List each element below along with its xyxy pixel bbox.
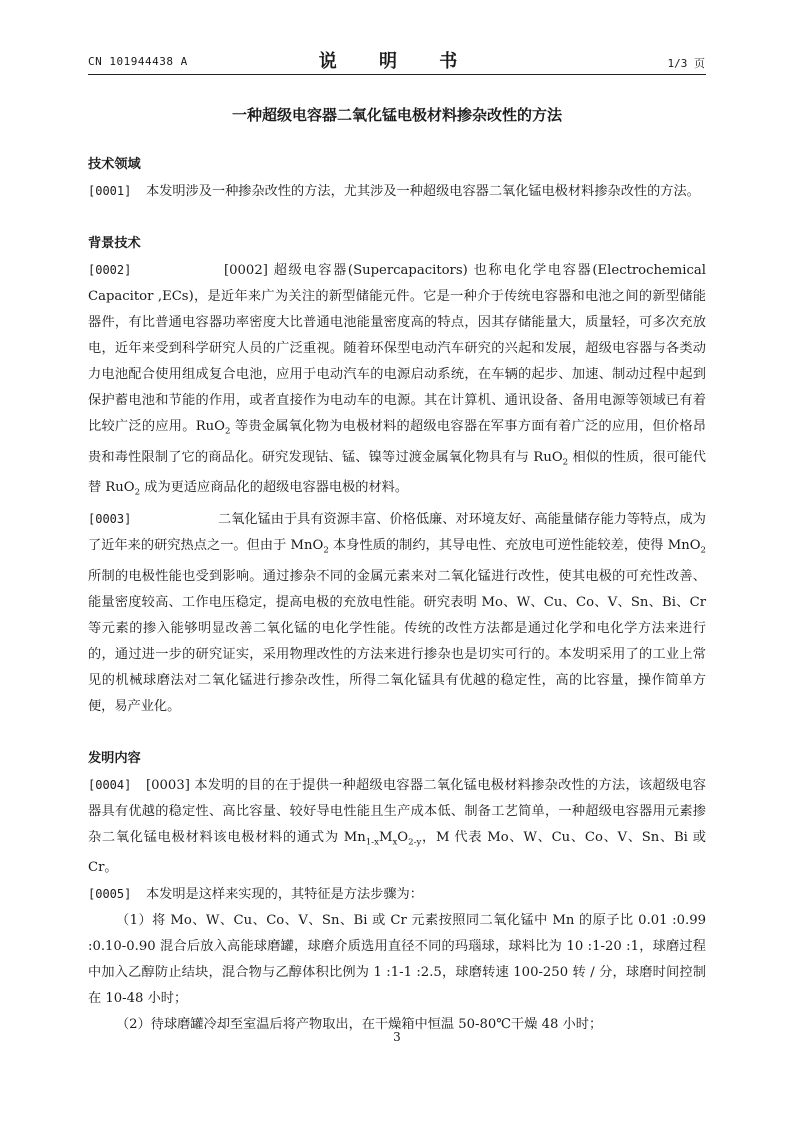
header-divider	[88, 74, 706, 75]
subscript: 1-x	[365, 837, 379, 848]
subscript: 2	[562, 457, 569, 468]
paragraph-text: 成为更适应商品化的超级电容器电极的材料。	[140, 480, 409, 496]
method-step-2: （2）待球磨罐冷却至室温后将产物取出，在干燥箱中恒温 50-80℃干燥 48 小时；	[116, 1017, 603, 1033]
section-heading-background: 背景技术	[88, 236, 141, 251]
method-step-1: （1）将 Mo、W、Cu、Co、V、Sn、Bi 或 Cr 元素按照同二氧化锰中 Mn 的原子比 0.01 :0.99 :0.10-0.90 混合后放入高能球磨罐，球磨介质选用直径不同的玛瑙球，球料比为 10 :1-20 :1，球磨过程中加入乙醇防止结块，混合物与乙醇体积比例为 1 :1-1 :2.5，球磨转速 100-250 转 / 分，球磨时间控制在 10-48 小时；	[88, 913, 706, 1007]
page-number: 3	[393, 1030, 401, 1044]
paragraph-0003	[88, 506, 706, 720]
paragraph-0002	[88, 257, 706, 506]
paragraph-text: 本发明是这样来实现的，其特征是方法步骤为：	[146, 887, 423, 903]
paragraph-text: 本发明涉及一种掺杂改性的方法，尤其涉及一种超级电容器二氧化锰电极材料掺杂改性的方法。	[146, 184, 700, 199]
paragraph-number: [0002]	[88, 263, 132, 277]
paragraph-text: M	[378, 829, 393, 845]
paragraph-number: [0004]	[88, 777, 132, 792]
paragraph-text: 本身性质的制约，其导电性、充放电可逆性能较差，使得 MnO	[328, 537, 701, 553]
paragraph-number: [0005]	[88, 887, 132, 902]
paragraph-text: 等贵金属氧化物为电极材料的超级电容器在军事方面有着广泛的应用，但价格昂贵和毒性限制了它的商品化。研究发现钴、锰、镍等过渡金属氧化物具有与 RuO	[88, 419, 706, 465]
paragraph-text: 二氧化锰由于具有资源丰富、价格低廉、对环境友好、高能量储存能力等特点，成为了近年来的研究热点之一。但由于 MnO	[88, 511, 706, 553]
subscript: x	[392, 837, 398, 848]
document-title: 一种超级电容器二氧化锰电极材料掺杂改性的方法	[231, 106, 562, 124]
page-indicator: 1/3 页	[667, 57, 705, 70]
paragraph-0001	[88, 178, 706, 205]
section-heading-invention: 发明内容	[88, 750, 141, 766]
paragraph-number: [0003]	[88, 511, 132, 526]
subscript: 2	[134, 487, 141, 498]
subscript: 2-y	[408, 837, 422, 848]
paragraph-0004	[88, 772, 706, 882]
paragraph-text: [0003] 本发明的目的在于提供一种超级电容器二氧化锰电极材料掺杂改性的方法，该超级电容器具有优越的稳定性、高比容量、较好导电性能且生产成本低、制备工艺简单，一种超级电容器用元素掺杂二氧化锰电极材料该电极材料的通式为 Mn	[88, 777, 706, 845]
document-body	[88, 152, 706, 1038]
paragraph-text: 相似的性质，很可能代替 RuO	[88, 449, 706, 496]
section-heading-tech-field: 技术领域	[88, 157, 141, 172]
paragraph-text: [0002] 超级电容器(Supercapacitors) 也称电化学电容器(Electrochemical Capacitor ,ECs)，是近年来广为关注的新型储能元件。它是一种介于传统电容器和电池之间的新型储能器件，有比普通电容器功率密度大比普通电池能量密度高的特点，因其存储能量大，质量轻，可多次充放电，近年来受到科学研究人员的广泛重视。随着环保型电动汽车研究的兴起和发展，超级电容器与各类动力电池配合使用组成复合电池，应用于电动汽车的电源启动系统，在车辆的起步、加速、制动过程中起到保护蓄电池和节能的作用，或者直接作为电动车的电源。其在计算机、通讯设备、备用电源等领域已有着比较广泛的应用。RuO	[88, 263, 706, 434]
paragraph-text: O	[397, 829, 409, 845]
subscript: 2	[323, 545, 329, 556]
paragraph-text: 所制的电极性能也受到影响。通过掺杂不同的金属元素来对二氧化锰进行改性，使其电极的可充性改善、能量密度较高、工作电压稳定，提高电极的充放电性能。研究表明 Mo、W、Cu、Co、V、Sn、Bi、Cr 等元素的掺入能够明显改善二氧化锰的电化学性能。传统的改性方法都是通过化学和电化学方法来进行的，通过进一步的研究证实，采用物理改性的方法来进行掺杂也是切实可行的。本发明采用了的工业上常见的机械球磨法对二氧化锰进行掺杂改性，所得二氧化锰具有优越的稳定性，高的比容量，操作简单方便，易产业化。	[88, 568, 706, 714]
subscript: 2	[224, 426, 231, 437]
subscript: 2	[700, 545, 706, 556]
paragraph-text: ，M 代表 Mo、W、Cu、Co、V、Sn、Bi 或 Cr。	[88, 829, 706, 876]
paragraph-0005	[88, 881, 706, 908]
paragraph-number: [0001]	[88, 184, 132, 198]
publication-number: CN 101944438 A	[88, 55, 188, 68]
document-type-heading: 说 明 书	[318, 51, 476, 72]
